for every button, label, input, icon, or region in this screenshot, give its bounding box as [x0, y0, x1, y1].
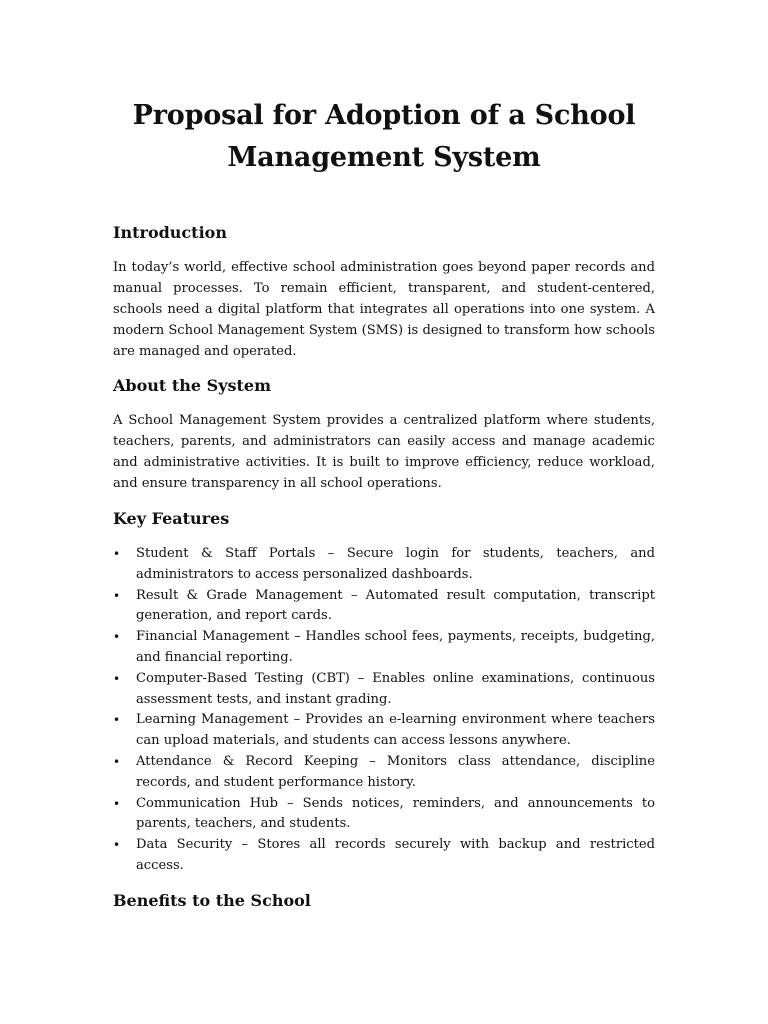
- bullet-icon: •: [113, 630, 121, 645]
- feature-text: Attendance & Record Keeping – Monitors class attendance, discipline records, and student performance history.: [136, 753, 655, 790]
- section-heading-key-features: Key Features: [113, 509, 230, 528]
- bullet-icon: •: [113, 671, 121, 686]
- section-heading-introduction: Introduction: [113, 223, 227, 242]
- bullet-icon: •: [113, 713, 121, 728]
- list-item: [113, 752, 655, 794]
- feature-text: Data Security – Stores all records securely with backup and restricted access.: [136, 837, 655, 873]
- feature-text: Result & Grade Management – Automated result computation, transcript generation, and report cards.: [136, 587, 655, 624]
- feature-text: Learning Management – Provides an e-learning environment where teachers can upload materials, and students can access lessons anywhere.: [136, 712, 655, 749]
- feature-text: Communication Hub – Sends notices, reminders, and announcements to parents, teachers, and students.: [136, 795, 655, 832]
- bullet-icon: •: [113, 754, 121, 769]
- bullet-icon: •: [113, 588, 121, 603]
- bullet-icon: •: [113, 796, 121, 811]
- introduction-paragraph: In today’s world, effective school administration goes beyond paper records and manual processes. To remain efficient, transparent, and student-centered, schools need a digital platform that integrates all operations into one system. A modern School Management System (SMS) is designed to transform how schools are managed and operated.: [113, 260, 655, 359]
- document-page: [113, 95, 655, 912]
- list-item: [113, 669, 655, 711]
- list-item: [113, 627, 655, 669]
- list-item: [113, 586, 655, 628]
- list-item: [113, 544, 655, 586]
- bullet-icon: •: [113, 838, 121, 853]
- bullet-icon: •: [113, 547, 121, 561]
- document-title: Proposal for Adoption of a School Management System: [132, 100, 636, 173]
- about-paragraph: A School Management System provides a centralized platform where students, teachers, parents, and administrators can easily access and manage academic and administrative activities. It is built to improve efficiency, reduce workload, and ensure transparency in all school operations.: [113, 413, 655, 491]
- list-item: [113, 794, 655, 836]
- list-item: [113, 710, 655, 752]
- list-item: [113, 835, 655, 877]
- section-heading-about: About the System: [113, 376, 271, 395]
- feature-text: Student & Staff Portals – Secure login for students, teachers, and administrators to access personalized dashboards.: [136, 546, 655, 582]
- feature-text: Financial Management – Handles school fees, payments, receipts, budgeting, and financial reporting.: [136, 629, 655, 665]
- section-heading-benefits: Benefits to the School: [113, 890, 311, 910]
- key-features-list: [113, 544, 655, 877]
- feature-text: Computer-Based Testing (CBT) – Enables online examinations, continuous assessment tests, and instant grading.: [136, 670, 655, 707]
